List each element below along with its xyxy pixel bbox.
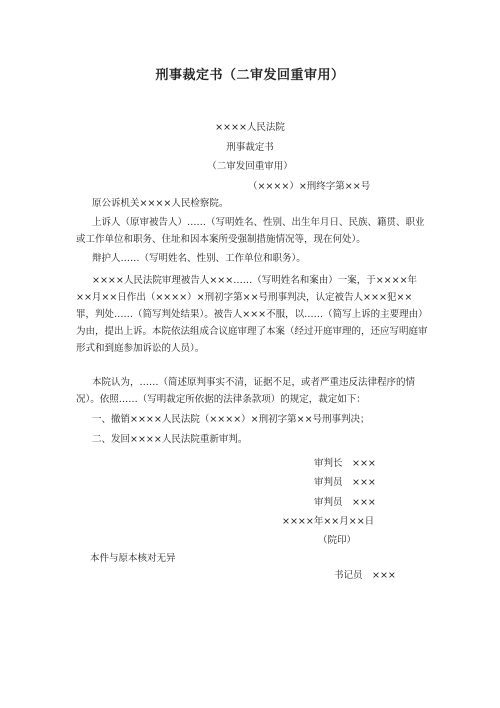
judge-signature-1: 审判员 ××× [314,477,376,488]
case-number: （××××）×刑终字第××号 [248,181,371,192]
judge-signature-2: 审判员 ××× [314,497,376,508]
prosecutor-paragraph: 原公诉机关××××人民检察院。 [92,198,229,209]
document-title: 刑事裁定书（二审发回重审用） [155,68,345,83]
document-subtype: （二审发回重审用） [207,161,293,172]
court-opinion-paragraph: 本院认为，……（简述原判事实不清，证据不足，或者严重违反法律程序的情况）。依照……（写明裁定所依据的法律条款项）的规定，裁定如下： [76,377,416,405]
document-type: 刑事裁定书 [226,142,274,153]
ruling-item-2: 二、发回××××人民法院重新审判。 [92,434,248,445]
case-history-paragraph: ××××人民法院审理被告人×××……（写明姓名和案由）一案，于××××年××月××日作出（××××）×刑初字第××号刑事判决，认定被告人×××犯××罪，判处……（简写判处结果）。被告人×××不服，以……（简写上诉的主要理由）为由，提出上诉。本院依法组成合议庭审理了本案（经过开庭审理的，还应写明庭审形式和到庭参加诉讼的人员）。 [76,275,428,354]
court-seal: （院印） [318,535,357,546]
ruling-item-1: 一、撤销××××人民法院（××××）×刑初字第××号刑事判决； [92,414,370,425]
defender-paragraph: 辩护人……（写明姓名、性别、工作单位和职务）。 [92,253,306,264]
chief-judge-signature: 审判长 ××× [314,458,376,469]
verification-note: 本件与原本核对无异 [90,553,176,564]
appellant-paragraph: 上诉人（原审被告人）……（写明姓名、性别、出生年月日、民族、籍贯、职业或工作单位和职务、住址和因本案所受强制措施情况等，现在何处）。 [76,217,425,245]
ruling-date: ××××年××月××日 [282,516,375,527]
court-name: ××××人民法院 [215,122,285,133]
clerk-signature: 书记员 ××× [334,570,396,581]
